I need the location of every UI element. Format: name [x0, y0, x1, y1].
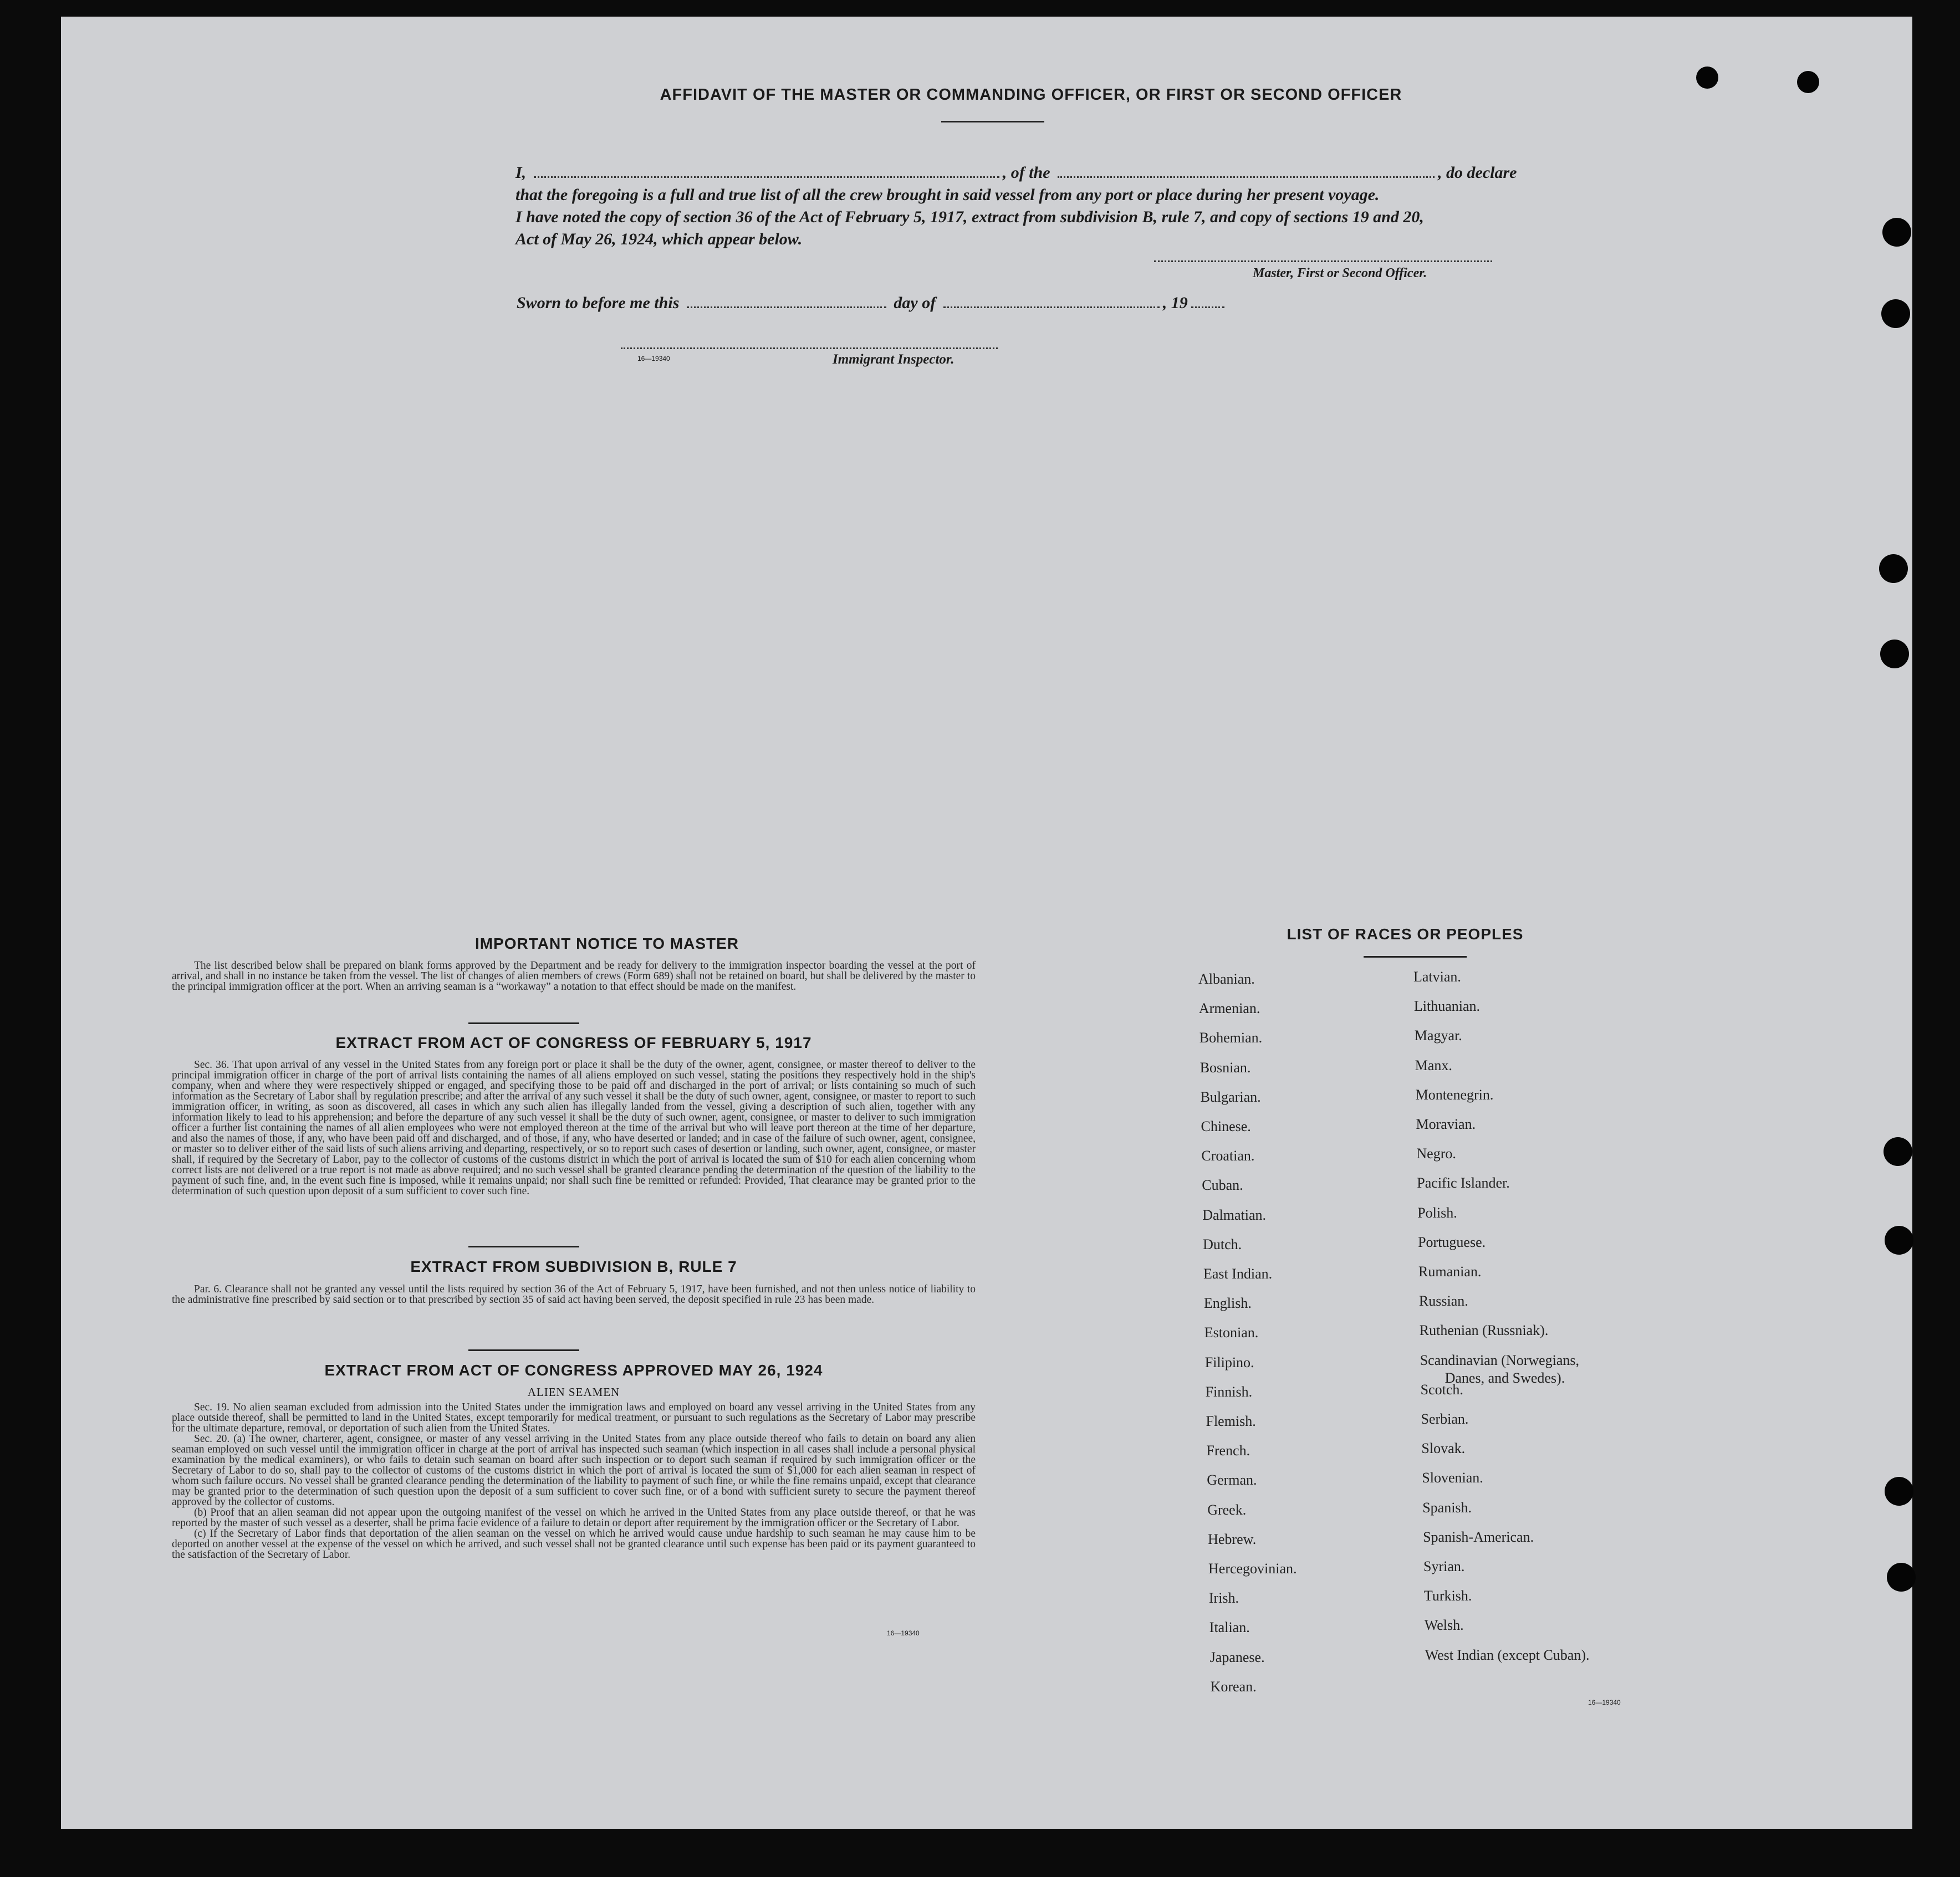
race-item: Greek. — [1207, 1501, 1247, 1518]
races-divider — [1364, 956, 1467, 958]
race-item: Bohemian. — [1199, 1030, 1263, 1046]
extract-1924-title: EXTRACT FROM ACT OF CONGRESS APPROVED MAY 26, 1924 — [324, 1362, 823, 1379]
race-item: Hercegovinian. — [1208, 1561, 1297, 1577]
race-item: Danes, and Swedes). — [1445, 1369, 1565, 1386]
declarant-name-field[interactable] — [534, 176, 999, 178]
race-item: Lithuanian. — [1413, 998, 1481, 1015]
divider-1 — [468, 1022, 579, 1024]
race-item: French. — [1206, 1443, 1250, 1459]
race-item: Flemish. — [1206, 1413, 1256, 1429]
extract-rule7-title: EXTRACT FROM SUBDIVISION B, RULE 7 — [410, 1258, 737, 1275]
extract-1917-title: EXTRACT FROM ACT OF CONGRESS OF FEBRUARY 5, 1917 — [335, 1034, 812, 1051]
race-item: Ruthenian (Russniak). — [1419, 1322, 1549, 1339]
race-item: Armenian. — [1198, 1000, 1260, 1017]
race-item: Negro. — [1416, 1145, 1456, 1162]
declaration-line-4: Act of May 26, 1924, which appear below. — [515, 230, 803, 248]
year-prefix: , 19 — [1162, 294, 1188, 312]
inspector-label: Immigrant Inspector. — [833, 352, 955, 367]
extract-1917-text — [172, 1060, 976, 1196]
binder-hole — [1881, 299, 1910, 328]
race-item: Scotch. — [1420, 1381, 1463, 1398]
race-item: Hebrew. — [1208, 1531, 1257, 1547]
sworn-line — [517, 294, 1228, 313]
sec20b-paragraph: (b) Proof that an alien seaman did not appear upon the outgoing manifest of the vessel on which he arrived in the United States from any place outside thereof, or that he was reported by the master of such vessel as a deserter, shall be prima facie evidence of a failure to detain or deport after requirement by the immigration officer or the Secretary of Labor. — [172, 1507, 976, 1529]
sec19-paragraph: Sec. 19. No alien seaman excluded from admission into the United States under the immigration laws and employed on board any vessel arriving in the United States from any place outside thereof, shall be permitted to land in the United States, except temporarily for medical treatment, or pursuant to such regulations as the Secretary of Labor may prescribe for the ultimate departure, removal, or deportation of such alien from the United States. — [172, 1402, 976, 1434]
races-title: LIST OF RACES OR PEOPLES — [1287, 925, 1524, 943]
race-item: Bosnian. — [1200, 1059, 1251, 1076]
form-number-bottom-right: 16—19340 — [1588, 1699, 1621, 1706]
notice-paragraph: The list described below shall be prepared on blank forms approved by the Department and be ready for delivery to the immigration inspector boarding the vessel at the port of arrival, and shall in no instance be taken from the vessel. The list of changes of alien members of crews (Form 689) shall not be retained on board, but shall be delivered by the master to the principal immigration officer at the port. When an arriving seaman is a “workaway” a notation to that effect should be made on the manifest. — [172, 960, 976, 993]
race-item: Moravian. — [1416, 1116, 1476, 1132]
race-item: Croatian. — [1201, 1148, 1255, 1164]
race-item: Russian. — [1418, 1293, 1468, 1310]
notice-text — [172, 960, 976, 992]
title-divider — [941, 121, 1044, 122]
race-item: Chinese. — [1201, 1118, 1251, 1134]
race-item: Slovenian. — [1422, 1470, 1483, 1486]
race-item: German. — [1207, 1472, 1257, 1489]
sec36-paragraph: Sec. 36. That upon arrival of any vessel in the United States from any foreign port or place it shall be the duty of the owner, agent, consignee, or master thereof to deliver to the principal immigration officer in charge of the port of arrival lists containing the names of all aliens employed on such vessel, stating the positions they respectively hold in the ship's company, when and where they were respectively shipped or engaged, and specifying those to be paid off and discharged in the port of arrival; or lists containing so much of such information as the Secretary of Labor shall by regulation prescribe; and after the arrival of any such vessel it shall be the duty of such owner, agent, consignee, or master to report to such immigration officer, in writing, as soon as discovered, all cases in which any such alien has illegally landed from the vessel, giving a description of such alien, together with any information likely to lead to his apprehension; and before the departure of any such vessel it shall be the duty of such owner, agent, consignee, or master to deliver to such immigration officer a further list containing the names of all alien employees who were not employed thereon at the time of the arrival but who will leave port thereon at the time of her departure, and also the names of those, if any, who have been paid off and discharged, and of those, if any, who have deserted or landed; and in case of the failure of such owner, agent, consignee, or master so to deliver either of the said lists of such aliens arriving and departing, respectively, or so to report such cases of desertion or landing, such owner, agent, consignee, or master shall, if required by the Secretary of Labor, pay to the collector of customs of the customs district in which the port of arrival is located the sum of $10 for each alien concerning whom correct lists are not delivered or a true report is not made as above required; and no such vessel shall be granted clearance pending the determination of the question of the liability to the payment of such fine, and, in the event such fine is imposed, while it remains unpaid; nor shall such fine be remitted or refunded: Provided, That clearance may be granted prior to the determination of such question upon deposit of a sum sufficient to cover such fine. — [172, 1059, 976, 1197]
sworn-year-field[interactable] — [1191, 306, 1224, 308]
race-item: Magyar. — [1414, 1027, 1462, 1044]
binder-hole — [1885, 1226, 1913, 1255]
binder-hole — [1887, 1563, 1916, 1592]
race-item: Bulgarian. — [1200, 1088, 1261, 1105]
inspector-signature-field[interactable] — [621, 347, 998, 349]
race-item: Korean. — [1210, 1678, 1257, 1695]
race-item: Syrian. — [1423, 1558, 1465, 1574]
race-item: Spanish. — [1422, 1499, 1472, 1516]
binder-hole — [1880, 640, 1909, 668]
document-page — [61, 17, 1912, 1829]
declaration-line-2: that the foregoing is a full and true list of all the crew brought in said vessel from any port or place during her present voyage. — [515, 186, 1380, 204]
race-item: Spanish-American. — [1423, 1528, 1534, 1545]
affidavit-declaration — [515, 162, 1580, 250]
race-item: Japanese. — [1209, 1649, 1265, 1665]
do-declare-label: , do declare — [1438, 163, 1517, 182]
race-item: Turkish. — [1423, 1588, 1472, 1604]
affidavit-title: AFFIDAVIT OF THE MASTER OR COMMANDING OFFICER, OR FIRST OR SECOND OFFICER — [660, 86, 1402, 104]
race-item: West Indian (except Cuban). — [1425, 1646, 1590, 1663]
race-item: Estonian. — [1204, 1324, 1259, 1341]
master-signature-field[interactable] — [1154, 260, 1492, 262]
notice-title: IMPORTANT NOTICE TO MASTER — [474, 935, 739, 952]
sworn-label: Sworn to before me this — [517, 294, 680, 312]
binder-hole — [1882, 218, 1911, 247]
divider-2 — [468, 1246, 579, 1247]
race-item: Pacific Islander. — [1417, 1175, 1510, 1191]
race-item: Cuban. — [1202, 1177, 1243, 1194]
form-number-bottom-left: 16—19340 — [887, 1629, 920, 1637]
race-item: Scandinavian (Norwegians, — [1420, 1352, 1580, 1368]
race-item: Dalmatian. — [1202, 1206, 1266, 1223]
alien-seamen-subtitle: ALIEN SEAMEN — [527, 1385, 620, 1399]
race-item: Filipino. — [1204, 1354, 1254, 1370]
race-item: Manx. — [1415, 1057, 1452, 1073]
binder-hole — [1884, 1137, 1912, 1166]
sec20a-paragraph: Sec. 20. (a) The owner, charterer, agent, consignee, or master of any vessel arriving in the United States from any place outside thereof who fails to detain on board any alien seaman employed on such vessel until the immigration officer in charge at the port of arrival has inspected such seaman (which inspection in all cases shall include a personal physical examination by the medical examiners), or who fails to detain such seaman on board after such inspection or to deport such seaman if required by such immigration officer or the Secretary of Labor to do so, shall pay to the collector of customs of the customs district in which the port of arrival is located the sum of $1,000 for each alien seaman in respect of whom such failure occurs. No vessel shall be granted clearance pending the determination of the liability to payment of such fine, or while the fine remains unpaid, except that clearance may be granted prior to the determination of such question upon the deposit of a sum sufficient to cover such fine, or of a bond with sufficient surety to secure the payment thereof approved by the collector of customs. — [172, 1433, 976, 1508]
race-item: Rumanian. — [1418, 1264, 1482, 1280]
par6-paragraph: Par. 6. Clearance shall not be granted any vessel until the lists required by section 36 of the Act of February 5, 1917, have been furnished, and not then unless notice of liability to the administrative fine prescribed by said section or to that prescribed by section 35 of said act having been served, the deposit specified in rule 23 has been made. — [172, 1283, 976, 1306]
race-item: Slovak. — [1421, 1440, 1466, 1457]
binder-hole — [1696, 67, 1718, 89]
sec20c-paragraph: (c) If the Secretary of Labor finds that deportation of the alien seaman on the vessel on which he arrived would cause undue hardship to such seaman he may cause him to be deported on another vessel at the expense of the vessel on which he arrived, and such vessel shall not be granted clearance until such expense has been paid or its payment guaranteed to the satisfaction of the Secretary of Labor. — [172, 1528, 976, 1561]
race-item: Irish. — [1208, 1590, 1239, 1607]
race-item: Latvian. — [1413, 969, 1461, 985]
race-item: Italian. — [1209, 1619, 1250, 1636]
binder-hole — [1885, 1477, 1913, 1506]
declarant-prefix: I, — [515, 163, 527, 182]
race-item: English. — [1203, 1295, 1252, 1312]
divider-3 — [468, 1349, 579, 1351]
race-item: Polish. — [1417, 1204, 1457, 1221]
vessel-name-field[interactable] — [1058, 176, 1435, 178]
master-signature-label: Master, First or Second Officer. — [1253, 266, 1427, 280]
sworn-day-field[interactable] — [687, 306, 886, 308]
form-number-top: 16—19340 — [637, 355, 670, 362]
extract-rule7-text — [172, 1284, 976, 1305]
race-item: Portuguese. — [1418, 1234, 1486, 1250]
race-item: East Indian. — [1203, 1266, 1273, 1282]
race-item: Welsh. — [1424, 1617, 1464, 1634]
sworn-month-field[interactable] — [943, 306, 1160, 308]
race-item: Serbian. — [1421, 1411, 1469, 1427]
race-item: Dutch. — [1203, 1236, 1242, 1252]
declaration-line-3: I have noted the copy of section 36 of the Act of February 5, 1917, extract from subdivision B, rule 7, and copy of sections 19 and 20, — [515, 208, 1424, 226]
race-item: Finnish. — [1205, 1383, 1253, 1400]
of-the-label: , of the — [1002, 163, 1050, 182]
binder-hole — [1797, 71, 1819, 93]
race-item: Montenegrin. — [1415, 1086, 1494, 1103]
binder-hole — [1879, 554, 1908, 583]
race-item: Albanian. — [1198, 971, 1255, 987]
extract-1924-text — [172, 1402, 976, 1560]
day-of-label: day of — [894, 294, 936, 312]
